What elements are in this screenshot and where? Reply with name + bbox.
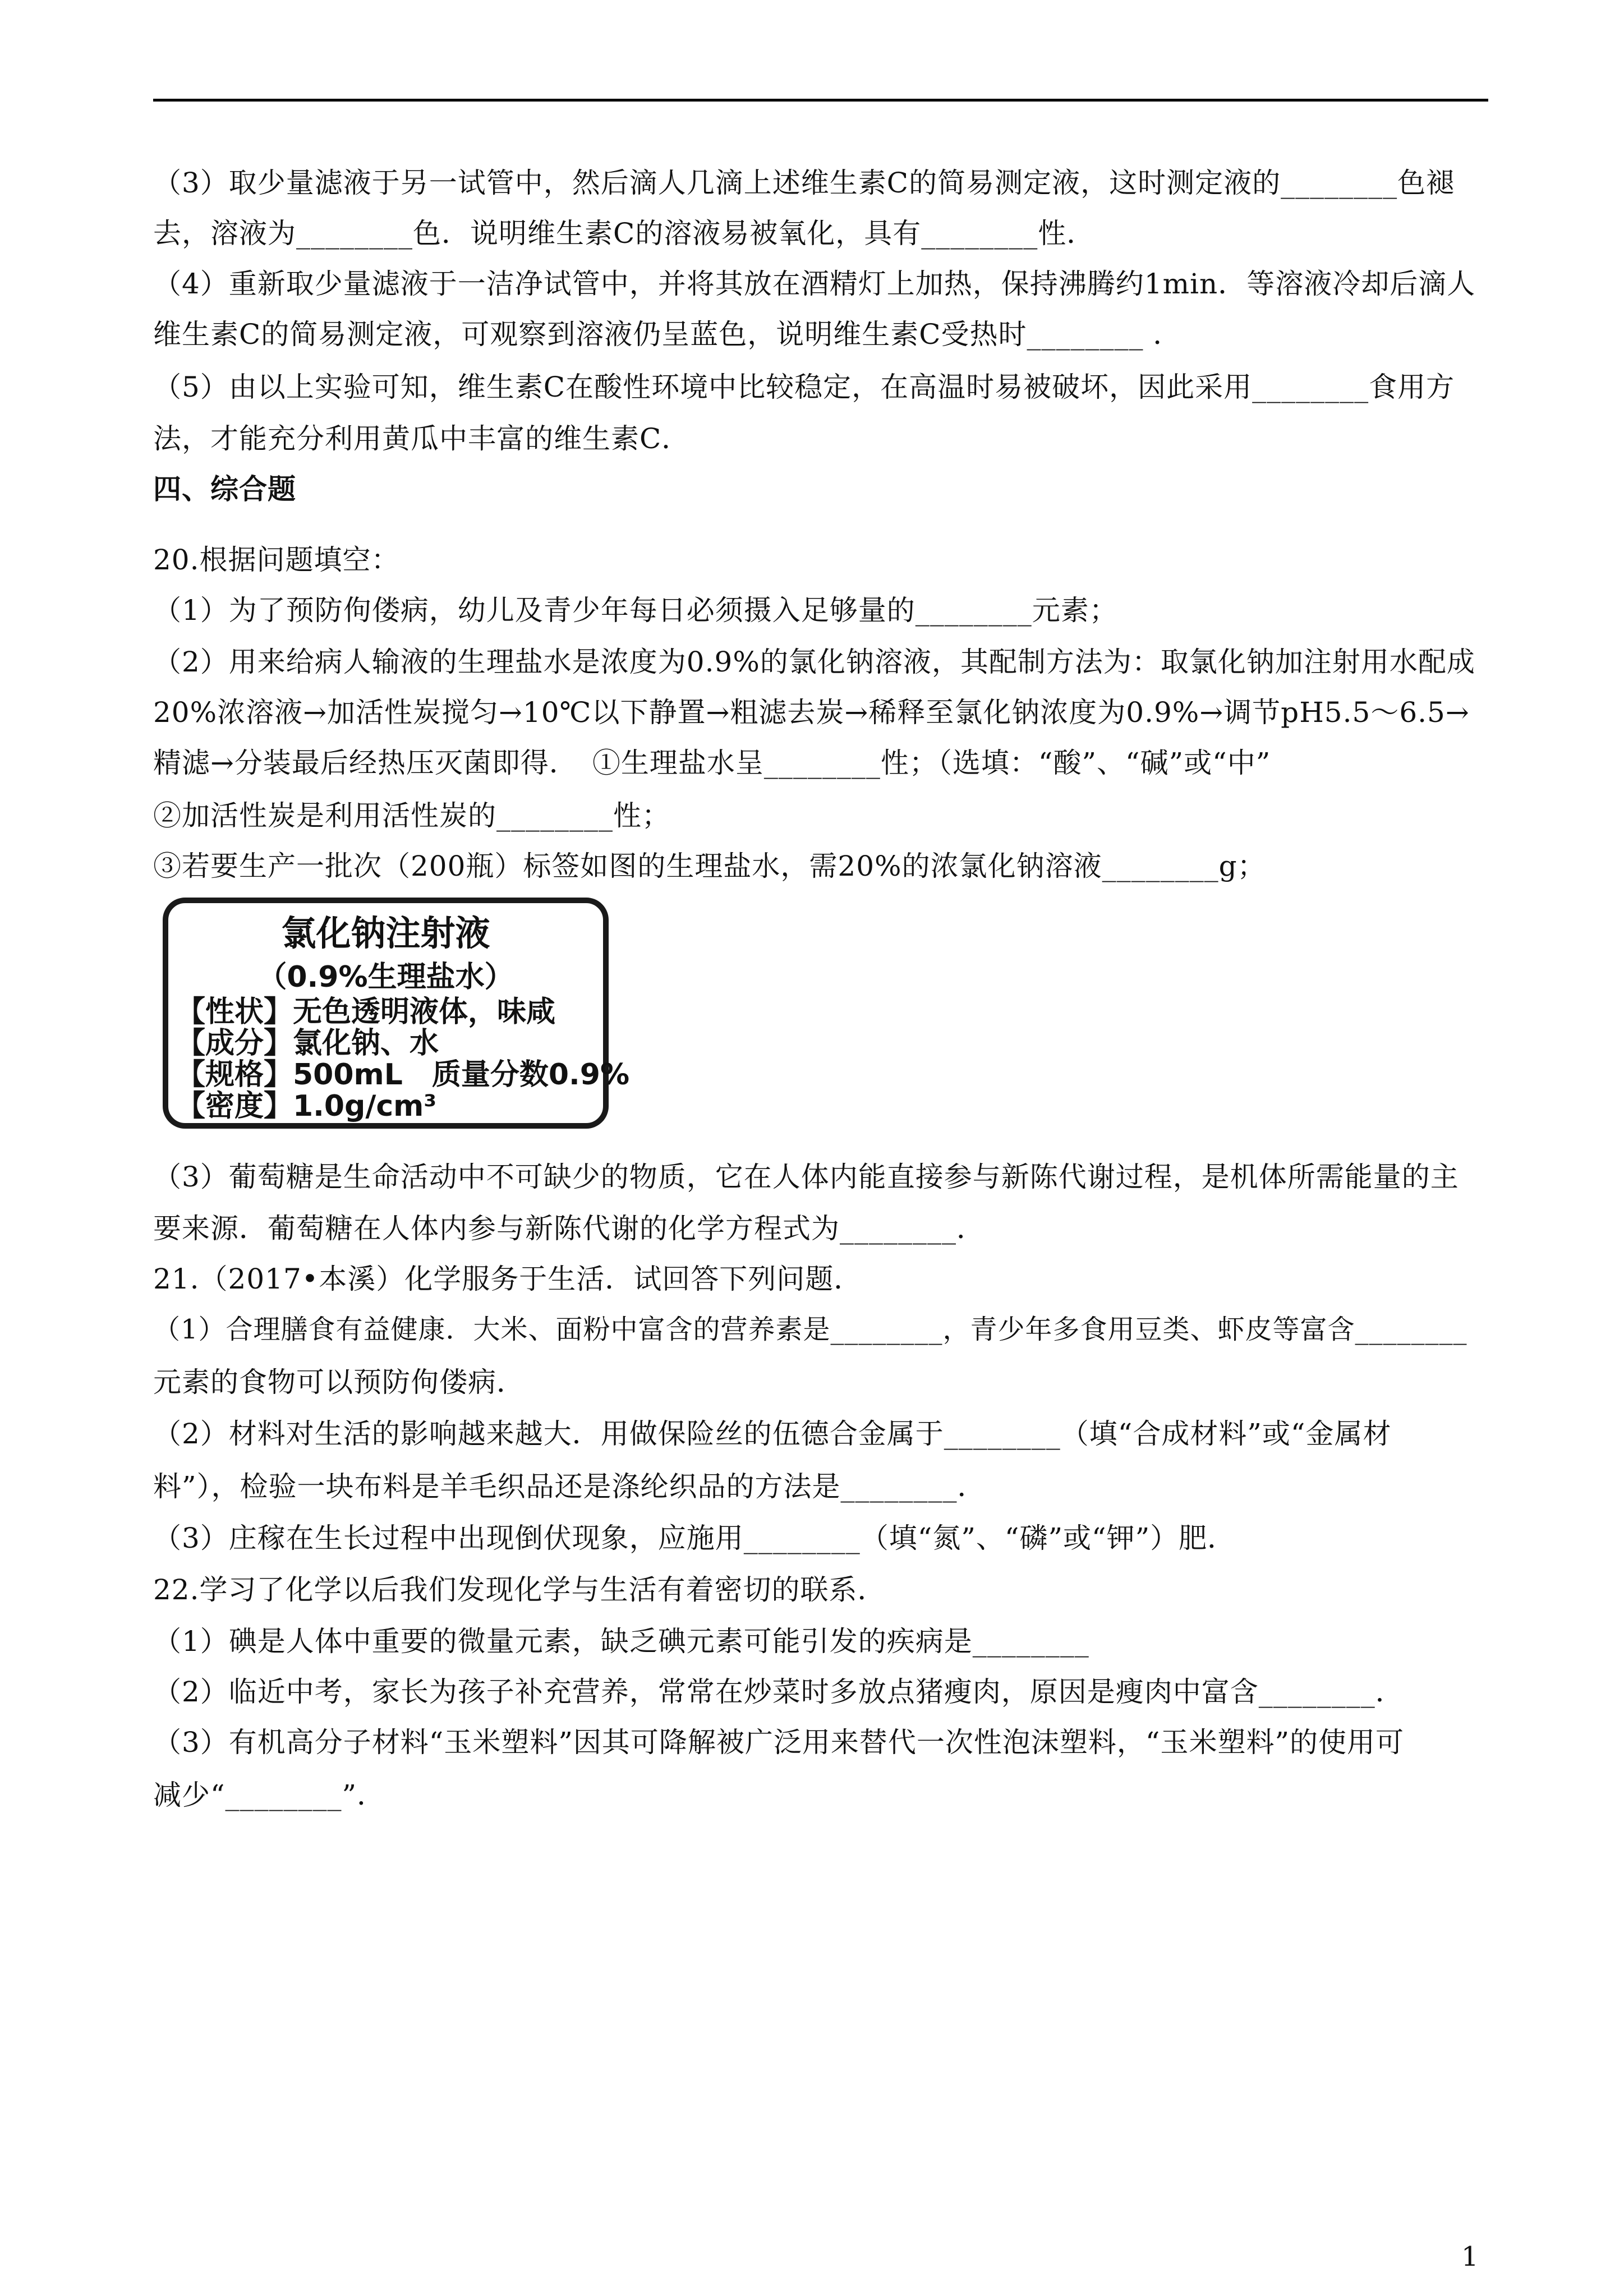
q19-part4-line2: 维生素C的简易测定液，可观察到溶液仍呈蓝色，说明维生素C受热时________ ．	[153, 318, 1182, 351]
label-row-specification: 【规格】500mL 质量分数0.9%	[176, 1058, 630, 1092]
q21-part2-line2: 料”），检验一块布料是羊毛织品还是涤纶织品的方法是________．	[153, 1470, 986, 1503]
label-row-density: 【密度】1.0g/cm³	[176, 1089, 437, 1123]
q21-part1-line2: 元素的食物可以预防佝偻病．	[153, 1366, 525, 1398]
q21-part1-line1: （1）合理膳食有益健康．大米、面粉中富含的营养素是________，青少年多食用豆类、虾皮等富含________	[153, 1314, 1467, 1345]
q21-stem: 21.（2017•本溪）化学服务于生活．试回答下列问题．	[153, 1263, 863, 1295]
label-subtitle: （0.9%生理盐水）	[257, 960, 514, 994]
q20-part2-line2: 20%浓溶液→加活性炭搅匀→10℃以下静置→粗滤去炭→稀释至氯化钠浓度为0.9%→调节pH5.5～6.5→	[153, 696, 1470, 729]
q19-part3-line2: 去，溶液为________色．说明维生素C的溶液易被氧化，具有________性．	[153, 217, 1096, 250]
q21-part3: （3）庄稼在生长过程中出现倒伏现象，应施用________（填“氮”、“磷”或“钾”）肥．	[153, 1522, 1236, 1554]
q19-part5-line2: 法，才能充分利用黄瓜中丰富的维生素C．	[153, 422, 691, 455]
q22-part2: （2）临近中考，家长为孩子补充营养，常常在炒菜时多放点猪瘦肉，原因是瘦肉中富含________．	[153, 1676, 1404, 1708]
q20-part3-line2: 要来源．葡萄糖在人体内参与新陈代谢的化学方程式为________．	[153, 1212, 985, 1245]
q20-part2-line3: 精滤→分装最后经热压灭菌即得． ①生理盐水呈________性；（选填：“酸”、“碱”或“中”	[153, 747, 1271, 779]
saline-label-image	[163, 898, 630, 1129]
q20-part3-line1: （3）葡萄糖是生命活动中不可缺少的物质，它在人体内能直接参与新陈代谢过程，是机体所需能量的主	[153, 1161, 1459, 1193]
section-heading: 四、综合题	[153, 472, 296, 505]
q20-part2-line5: ③若要生产一批次（200瓶）标签如图的生理盐水，需20%的浓氯化钠溶液________g；	[153, 850, 1266, 882]
label-title: 氯化钠注射液	[281, 913, 490, 954]
q20-part1: （1）为了预防佝偻病，幼儿及青少年每日必须摄入足够量的________元素；	[153, 594, 1118, 627]
header-rule	[153, 99, 1488, 102]
q19-part5-line1: （5）由以上实验可知，维生素C在酸性环境中比较稳定，在高温时易被破坏，因此采用________食用方	[153, 371, 1455, 403]
q20-part2-line4: ②加活性炭是利用活性炭的________性；	[153, 799, 670, 832]
q21-part2-line1: （2）材料对生活的影响越来越大．用做保险丝的伍德合金属于________（填“合成材料”或“金属材	[153, 1418, 1392, 1450]
q19-part3-line1: （3）取少量滤液于另一试管中，然后滴人几滴上述维生素C的简易测定液，这时测定液的________色褪	[153, 167, 1455, 199]
label-row-composition: 【成分】氯化钠、水	[176, 1027, 439, 1060]
q19-part4-line1: （4）重新取少量滤液于一洁净试管中，并将其放在酒精灯上加热，保持沸腾约1min．等溶液冷却后滴人	[153, 268, 1476, 300]
q20-part2-line1: （2）用来给病人输液的生理盐水是浓度为0.9%的氯化钠溶液，其配制方法为：取氯化钠加注射用水配成	[153, 646, 1475, 678]
page-number: 1	[1461, 2241, 1479, 2272]
q22-part1: （1）碘是人体中重要的微量元素，缺乏碘元素可能引发的疾病是________	[153, 1625, 1089, 1658]
q20-stem: 20.根据问题填空：	[153, 544, 400, 576]
label-row-appearance: 【性状】无色透明液体，味咸	[176, 995, 556, 1029]
q22-part3-line1: （3）有机高分子材料“玉米塑料”因其可降解被广泛用来替代一次性泡沫塑料，“玉米塑料”的使用可	[153, 1726, 1405, 1759]
q22-stem: 22.学习了化学以后我们发现化学与生活有着密切的联系．	[153, 1573, 886, 1606]
q22-part3-line2: 减少“________”．	[153, 1779, 386, 1811]
